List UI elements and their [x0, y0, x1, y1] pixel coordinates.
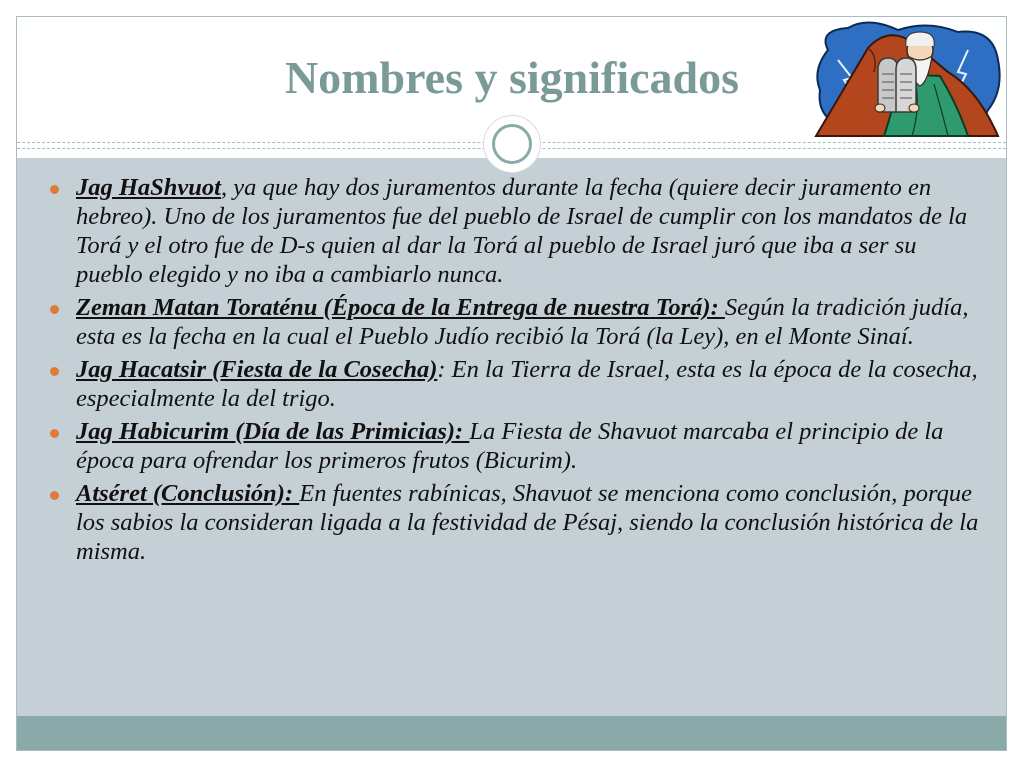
bullet-term: Jag HaShvuot [76, 174, 221, 201]
bullet-text: La Fiesta de Shavuot marcaba el principio de la época para ofrendar los primeros frutos (Bicurim). [76, 418, 944, 474]
bullet-icon [50, 491, 59, 500]
bullet-text: , ya que hay dos juramentos durante la fecha (quiere decir juramento en hebreo). Uno de los juramentos fue del pueblo de Israel de cumplir con los mandatos de la Torá y el otro fue de D-s quien al dar la Torá al pueblo de Israel juró que iba a ser su pueblo elegido y no iba a cambiarlo nunca. [76, 174, 968, 288]
list-item [46, 293, 986, 351]
bullet-text: Según la tradición judía, esta es la fecha en la cual el Pueblo Judío recibió la Torá (la Ley), en el Monte Sinaí. [76, 294, 969, 350]
bullet-icon [50, 367, 59, 376]
bullet-icon [50, 185, 59, 194]
ring-ornament-icon [483, 115, 541, 173]
bullet-term: Zeman Matan Toraténu (Época de la Entrega de nuestra Torá): [76, 294, 725, 321]
list-item [46, 479, 986, 566]
bullet-text: En fuentes rabínicas, Shavuot se menciona como conclusión, porque los sabios la consideran ligada a la festividad de Pésaj, siendo la conclusión histórica de la misma. [76, 480, 979, 565]
bullet-icon [50, 305, 59, 314]
list-item [46, 355, 986, 413]
slide-title: Nombres y significados [284, 52, 740, 103]
bullet-term: Jag Habicurim (Día de las Primicias): [76, 418, 470, 445]
list-item [46, 173, 986, 289]
bottom-bar [17, 716, 1006, 750]
list-item [46, 417, 986, 475]
bullet-list [46, 173, 986, 570]
bullet-icon [50, 429, 59, 438]
bullet-term: Atséret (Conclusión): [76, 480, 300, 507]
ring-inner [492, 124, 532, 164]
bullet-term: Jag Hacatsir (Fiesta de la Cosecha) [76, 356, 438, 383]
moses-tablets-icon [808, 20, 1004, 140]
bullet-text: : En la Tierra de Israel, esta es la época de la cosecha, especialmente la del trigo. [76, 356, 978, 412]
